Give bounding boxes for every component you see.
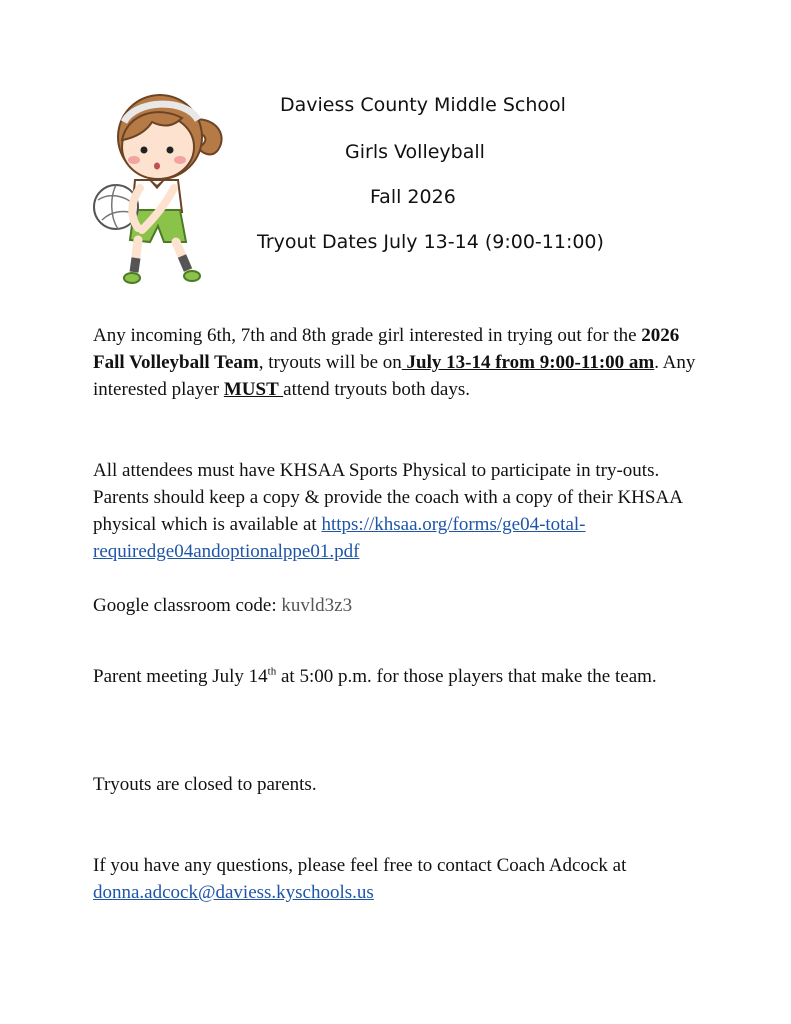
tryout-dates: Tryout Dates July 13-14 (9:00-11:00) (257, 231, 604, 253)
must-emphasis: MUST (223, 379, 284, 400)
contact-text: If you have any questions, please feel free to contact Coach Adcock at (93, 855, 627, 876)
physical-text: All attendees must have KHSAA Sports Physical to participate in try-outs. Parents should keep a copy & provide the coach with a copy of their KHSAA physical which is available at (93, 460, 682, 535)
tryout-info-paragraph (93, 322, 713, 403)
classroom-code-label: Google classroom code: (93, 595, 282, 616)
tryout-text-3: attend tryouts both days. (283, 379, 470, 400)
girl-volleyball-player-illustration (90, 92, 235, 287)
closed-tryouts-paragraph: Tryouts are closed to parents. (93, 774, 317, 795)
classroom-code-paragraph (93, 592, 713, 619)
team-name: 2026 Fall Volleyball Team (93, 325, 680, 373)
tryout-text-2: . Any interested player (93, 352, 696, 400)
contact-paragraph (93, 852, 723, 906)
classroom-code: kuvld3z3 (281, 595, 353, 616)
coach-email-link[interactable]: donna.adcock@daviess.kyschools.us (93, 882, 374, 903)
date-superscript: th (267, 665, 277, 678)
tryout-intro-text: Any incoming 6th, 7th and 8th grade girl interested in trying out for the (93, 325, 642, 346)
school-name: Daviess County Middle School (280, 94, 566, 116)
tryout-date-time: July 13-14 from 9:00-11:00 am (401, 352, 655, 373)
tryout-text: , tryouts will be on (258, 352, 402, 373)
season: Fall 2026 (370, 186, 456, 208)
physical-requirement-paragraph (93, 457, 703, 565)
parent-meeting-text: Parent meeting July 14 (93, 666, 268, 687)
sport-title: Girls Volleyball (345, 141, 485, 163)
khsaa-form-link[interactable]: https://khsaa.org/forms/ge04-total-requiredge04andoptionalppe01.pdf (93, 514, 586, 562)
parent-meeting-text-2: at 5:00 p.m. for those players that make the team. (276, 666, 657, 687)
parent-meeting-paragraph (93, 663, 713, 690)
